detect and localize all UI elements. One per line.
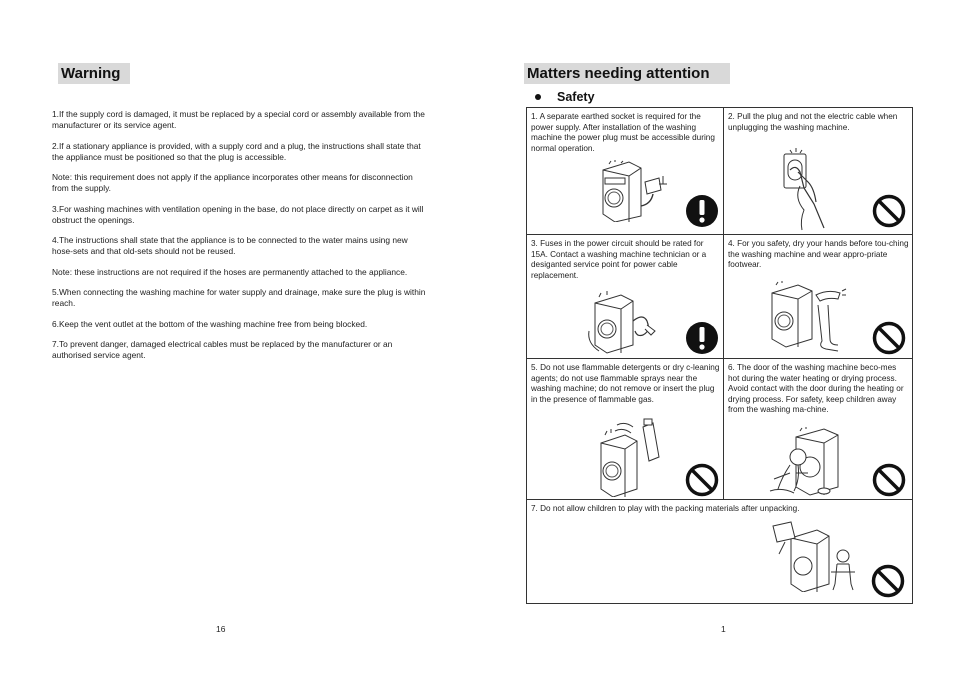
safety-item-text: 2. Pull the plug and not the electric cable when unplugging the washing machine. (728, 112, 898, 132)
prohibition-icon (872, 194, 906, 228)
prohibition-icon (871, 564, 905, 598)
fuse-cable-illustration (585, 291, 667, 355)
safety-item-text: 5. Do not use flammable detergents or dry c-leaning agents; do not use flammable sprays near the washing machine; do not remove or insert the plug in the presence of flammable gas. (531, 363, 720, 404)
plug-pull-illustration (780, 148, 830, 232)
safety-item-text: 4. For you safety, dry your hands before tou-ching the washing machine and wear appro-priate footwear. (728, 239, 909, 270)
safety-item-1 (527, 108, 723, 234)
prohibition-icon (685, 463, 719, 497)
warning-paragraph: 7.To prevent danger, damaged electrical cables must be replaced by the manufacturer or an authorised service agent. (52, 339, 393, 360)
safety-item-text: 7. Do not allow children to play with the packing materials after unpacking. (531, 504, 800, 513)
packing-materials-illustration (771, 520, 857, 592)
safety-item-2 (724, 108, 912, 234)
safety-label: Safety (557, 90, 595, 104)
warning-paragraph: 6.Keep the vent outlet at the bottom of the washing machine free from being blocked. (52, 318, 368, 329)
mandatory-icon (685, 194, 719, 228)
warning-paragraph: Note: this requirement does not apply if the appliance incorporates other means for disconnection from the supply. (52, 172, 413, 193)
wet-hands-illustration (768, 281, 854, 355)
page-number-right: 1 (721, 624, 726, 634)
page-number-left: 16 (216, 624, 226, 634)
child-near-machine-illustration (768, 427, 864, 497)
warning-paragraph: 4.The instructions shall state that the appliance is to be connected to the water mains using new hose-sets and that old-sets should not be reused. (52, 235, 408, 256)
warning-paragraph: Note: these instructions are not required if the hoses are permanently attached to the appliance. (52, 266, 408, 277)
washing-machine-socket-illustration (589, 160, 677, 222)
bullet-icon (535, 94, 541, 100)
flammable-spray-illustration (597, 417, 663, 497)
safety-item-text: 1. A separate earthed socket is required for the power supply. After installation of the washing machine the power plug must be accessible during normal operation. (531, 112, 715, 153)
warning-paragraph: 1.If the supply cord is damaged, it must be replaced by a special cord or assembly available from the manufacturer or its service agent. (52, 109, 425, 130)
warning-paragraph: 5.When connecting the washing machine for water supply and drainage, make sure the plug is within reach. (52, 287, 426, 308)
safety-grid (526, 107, 913, 604)
warning-paragraph: 2.If a stationary appliance is provided, with a supply cord and a plug, the instructions shall state that the appliance must be positioned so that the plug is accessible. (52, 140, 421, 162)
safety-item-3 (527, 235, 723, 358)
safety-item-7 (527, 500, 912, 603)
safety-item-5 (527, 359, 723, 499)
warning-paragraph: 3.For washing machines with ventilation opening in the base, do not place directly on carpet as it will obstruct the openings. (52, 203, 424, 225)
mandatory-icon (685, 321, 719, 355)
prohibition-icon (872, 321, 906, 355)
safety-subheading (535, 90, 595, 104)
safety-item-text: 3. Fuses in the power circuit should be rated for 15A. Contact a washing machine technician or a desiganted service point for power cable replacement. (531, 239, 707, 280)
attention-heading: Matters needing attention (524, 63, 730, 84)
prohibition-icon (872, 463, 906, 497)
warning-list (52, 109, 430, 371)
safety-item-4 (724, 235, 912, 358)
safety-item-text: 6. The door of the washing machine beco-mes hot during the water heating or drying process. Avoid contact with the door during the heating or drying process. For safety, keep children away from the washing ma-chine. (728, 363, 904, 415)
safety-item-6 (724, 359, 912, 499)
warning-heading: Warning (58, 63, 130, 84)
